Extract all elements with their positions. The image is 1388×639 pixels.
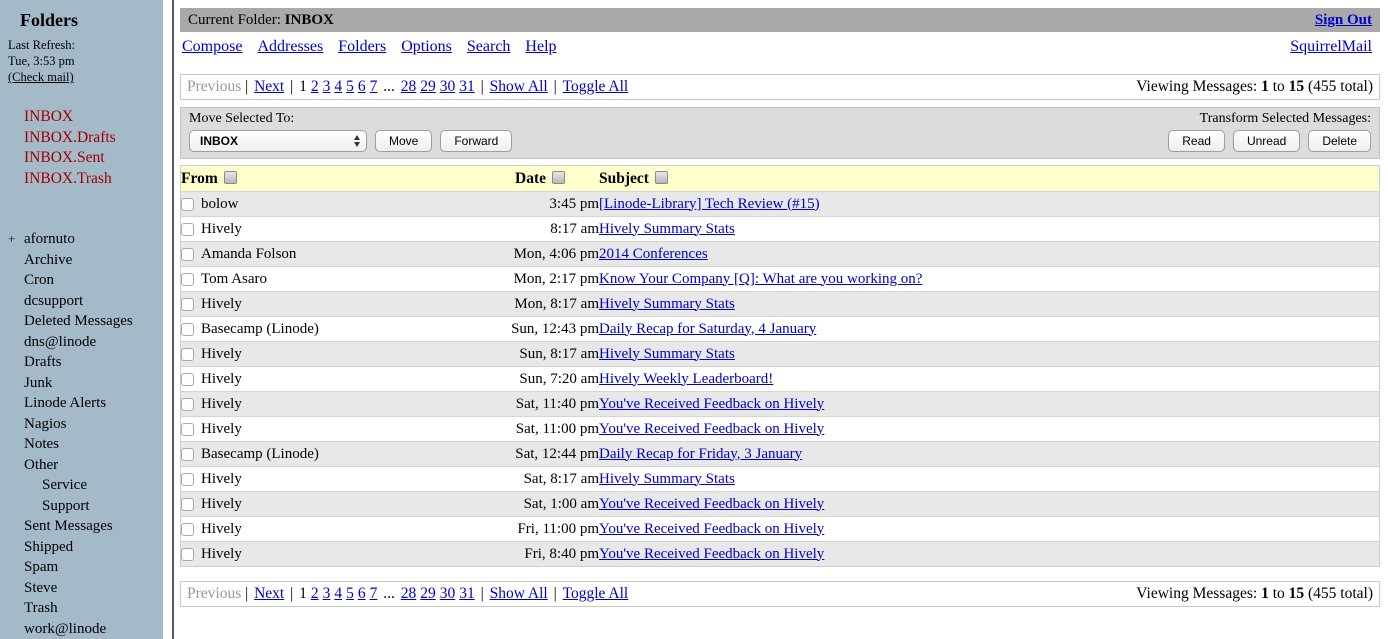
folder-link-inbox.trash[interactable]: INBOX.Trash: [24, 169, 112, 187]
message-row: [181, 242, 1380, 267]
current-page: 1: [299, 78, 307, 95]
from-column-header: From: [181, 166, 482, 192]
sidebar-gap: [163, 0, 172, 639]
message-subject-link[interactable]: Hively Summary Stats: [599, 220, 735, 237]
from-cell: [181, 492, 482, 517]
message-checkbox[interactable]: [181, 223, 194, 236]
message-row: [181, 492, 1380, 517]
transform-selected-label: Transform Selected Messages:: [1199, 111, 1371, 126]
message-date: Sun, 8:17 am: [481, 342, 599, 367]
from-cell: [181, 467, 482, 492]
subject-cell: [599, 317, 1380, 342]
message-checkbox[interactable]: [181, 548, 194, 561]
from-cell: [181, 417, 482, 442]
message-date: Mon, 4:06 pm: [481, 242, 599, 267]
folder-link[interactable]: Service: [42, 477, 87, 493]
message-row: [181, 192, 1380, 217]
folder-link[interactable]: Archive: [24, 251, 73, 268]
folder-link[interactable]: Nagios: [24, 415, 67, 432]
page-link-30[interactable]: 30: [439, 78, 456, 95]
folder-link[interactable]: Support: [42, 497, 90, 514]
folder-link-inbox.drafts[interactable]: INBOX.Drafts: [24, 128, 116, 146]
sender-name: Tom Asaro: [201, 270, 268, 287]
message-date: 3:45 pm: [481, 192, 599, 217]
folder-item: [8, 537, 163, 558]
folder-link[interactable]: work@linode: [24, 620, 107, 637]
page-link-29[interactable]: 29: [420, 585, 436, 602]
from-cell: [181, 217, 482, 242]
message-date: Sat, 11:00 pm: [481, 417, 599, 442]
message-row: [181, 517, 1380, 542]
folder-link[interactable]: Junk: [24, 374, 53, 391]
message-date: Sat, 8:17 am: [481, 467, 599, 492]
subject-cell: [599, 342, 1380, 367]
show-all-link[interactable]: Show All: [489, 585, 548, 602]
sender-name: Basecamp (Linode): [201, 320, 319, 337]
folder-item: [8, 311, 163, 332]
message-row: [181, 367, 1380, 392]
folder-link[interactable]: Linode Alerts: [24, 395, 107, 411]
sender-name: Hively: [201, 395, 242, 412]
folder-item: [8, 229, 163, 250]
from-cell: [181, 192, 482, 217]
special-folder-item: [8, 128, 163, 149]
sender-name: Hively: [201, 370, 242, 387]
page-link-30[interactable]: 30: [439, 585, 456, 602]
message-subject-link[interactable]: Hively Summary Stats: [599, 470, 735, 487]
pagination-bar-top: [180, 74, 1380, 100]
special-folder-item: [8, 148, 163, 169]
folder-item: [8, 475, 163, 496]
message-checkbox[interactable]: [181, 298, 194, 311]
sender-name: Hively: [201, 220, 242, 237]
message-date: Sat, 11:40 pm: [481, 392, 599, 417]
message-checkbox[interactable]: [181, 398, 194, 411]
from-cell: [181, 342, 482, 367]
message-subject-link[interactable]: Daily Recap for Friday, 3 January: [599, 445, 803, 462]
sender-name: Hively: [201, 295, 242, 312]
current-folder-text: [188, 12, 334, 29]
folder-item: [8, 557, 163, 578]
page-link-31[interactable]: 31: [459, 585, 475, 602]
expand-plus-icon[interactable]: +: [8, 231, 16, 246]
message-date: Fri, 8:40 pm: [481, 542, 599, 567]
sender-name: bolow: [201, 195, 239, 212]
forward-button[interactable]: Forward: [440, 130, 512, 152]
date-sort-toggle[interactable]: [552, 171, 565, 184]
move-selected-label: Move Selected To:: [189, 111, 295, 126]
select-stepper-icon: [354, 135, 360, 147]
toggle-all-link[interactable]: Toggle All: [562, 585, 629, 602]
message-date: 8:17 am: [481, 217, 599, 242]
message-subject-link[interactable]: You've Received Feedback on Hively: [599, 420, 825, 437]
menu-bar: [180, 32, 1380, 60]
folder-link-inbox.sent[interactable]: INBOX.Sent: [24, 149, 105, 166]
message-subject-link[interactable]: Know Your Company [Q]: What are you working on?: [599, 270, 923, 287]
subject-cell: [599, 442, 1380, 467]
message-date: Mon, 8:17 am: [481, 292, 599, 317]
page-link-7[interactable]: 7: [369, 585, 378, 602]
folder-item: [8, 598, 163, 619]
subject-cell: [599, 467, 1380, 492]
sender-name: Hively: [201, 470, 242, 487]
message-row: [181, 417, 1380, 442]
message-row: [181, 317, 1380, 342]
move-button[interactable]: Move: [375, 130, 432, 152]
message-date: Sat, 1:00 am: [481, 492, 599, 517]
current-folder-name: INBOX: [284, 11, 334, 28]
folder-link[interactable]: Cron: [24, 272, 54, 288]
message-subject-link[interactable]: Daily Recap for Saturday, 4 January: [599, 320, 817, 337]
folder-link[interactable]: Sent Messages: [24, 518, 113, 534]
subject-cell: [599, 242, 1380, 267]
message-checkbox[interactable]: [181, 373, 194, 386]
from-cell: [181, 292, 482, 317]
menu-link-help[interactable]: Help: [525, 38, 557, 55]
last-refresh-label: Last Refresh:: [8, 38, 75, 52]
message-date: Sat, 12:44 pm: [481, 442, 599, 467]
menu-links: [182, 38, 572, 56]
message-subject-link[interactable]: 2014 Conferences: [599, 245, 708, 262]
message-subject-link[interactable]: Hively Weekly Leaderboard!: [599, 370, 774, 387]
message-row: [181, 442, 1380, 467]
folder-item: [8, 332, 163, 353]
sender-name: Hively: [201, 545, 242, 562]
message-date: Mon, 2:17 pm: [481, 267, 599, 292]
unread-button[interactable]: Unread: [1233, 130, 1300, 152]
folder-item: [8, 496, 163, 517]
squirrelmail-brand-link[interactable]: SquirrelMail: [1290, 38, 1372, 55]
message-date: Sun, 12:43 pm: [481, 317, 599, 342]
special-folder-list: [8, 107, 163, 189]
message-checkbox[interactable]: [181, 198, 194, 211]
folder-item: [8, 291, 163, 312]
menu-link-compose[interactable]: Compose: [182, 38, 243, 55]
from-cell: [181, 317, 482, 342]
folder-item: [8, 393, 163, 414]
folder-item: [8, 373, 163, 394]
message-subject-link[interactable]: Hively Summary Stats: [599, 345, 735, 362]
message-subject-link[interactable]: You've Received Feedback on Hively: [599, 495, 825, 512]
page-link-29[interactable]: 29: [420, 78, 436, 95]
page-links: Previous | Next | 1 2 3 4 5 6 7 ... 28 29 30 31 | Show All | Toggle All: [187, 585, 629, 602]
message-checkbox[interactable]: [181, 498, 194, 511]
message-subject-link[interactable]: Hively Summary Stats: [599, 295, 735, 312]
special-folder-item: [8, 107, 163, 128]
subject-cell: [599, 192, 1380, 217]
current-page: 1: [299, 585, 307, 602]
from-cell: [181, 442, 482, 467]
message-row: [181, 267, 1380, 292]
folder-link[interactable]: Deleted Messages: [24, 313, 133, 329]
sender-name: Basecamp (Linode): [201, 445, 319, 462]
folder-link[interactable]: afornuto: [24, 231, 75, 247]
subject-cell: [599, 542, 1380, 567]
menu-link-search[interactable]: Search: [466, 38, 511, 55]
folder-link[interactable]: dcsupport: [24, 292, 84, 309]
page-link-7[interactable]: 7: [369, 78, 378, 95]
sign-out-link[interactable]: Sign Out: [1314, 11, 1372, 28]
move-to-select[interactable]: [189, 130, 367, 152]
subject-cell: [599, 492, 1380, 517]
message-table: [180, 165, 1380, 567]
folder-link-inbox[interactable]: INBOX: [24, 108, 74, 125]
subject-cell: [599, 267, 1380, 292]
message-checkbox[interactable]: [181, 473, 194, 486]
sender-name: Hively: [201, 495, 242, 512]
from-cell: [181, 542, 482, 567]
folder-link[interactable]: Steve: [24, 579, 58, 596]
message-table-header: [181, 166, 1380, 192]
check-mail-link[interactable]: (Check mail): [8, 70, 74, 84]
current-folder-bar: [180, 8, 1380, 32]
pagination-previous: Previous: [187, 78, 242, 95]
folder-item: [8, 516, 163, 537]
folder-link[interactable]: Other: [24, 456, 59, 473]
main-content: [174, 0, 1388, 639]
folder-link[interactable]: Drafts: [24, 354, 62, 370]
folder-item: [8, 434, 163, 455]
message-date: Sun, 7:20 am: [481, 367, 599, 392]
from-cell: [181, 267, 482, 292]
message-checkbox[interactable]: [181, 248, 194, 261]
page-link-28[interactable]: 28: [400, 78, 417, 95]
pagination-bar-bottom: [180, 581, 1380, 607]
date-column-header: Date: [481, 166, 599, 192]
message-row: [181, 392, 1380, 417]
message-row: [181, 342, 1380, 367]
pagination-next[interactable]: Next: [254, 78, 285, 95]
sender-name: Amanda Folson: [201, 245, 297, 262]
folder-item: [8, 455, 163, 476]
page-link-4[interactable]: 4: [334, 585, 343, 602]
folder-item: [8, 270, 163, 291]
subject-cell: [599, 367, 1380, 392]
message-row: [181, 217, 1380, 242]
from-cell: [181, 242, 482, 267]
folder-item: [8, 414, 163, 435]
message-row: [181, 542, 1380, 567]
subject-column-header: Subject: [599, 166, 1380, 192]
page-link-3[interactable]: 3: [322, 78, 331, 95]
last-refresh-time: Tue, 3:53 pm: [8, 54, 75, 68]
folder-link[interactable]: Spam: [24, 559, 59, 575]
subject-cell: [599, 292, 1380, 317]
move-to-select-value: INBOX: [200, 134, 239, 148]
sender-name: Hively: [201, 520, 242, 537]
message-subject-link[interactable]: [Linode-Library] Tech Review (#15): [599, 195, 820, 212]
subject-sort-toggle[interactable]: [655, 171, 668, 184]
folder-link[interactable]: Notes: [24, 436, 59, 452]
subject-cell: [599, 517, 1380, 542]
page-link-5[interactable]: 5: [346, 78, 354, 95]
message-checkbox[interactable]: [181, 448, 194, 461]
read-button[interactable]: Read: [1168, 130, 1225, 152]
page-link-31[interactable]: 31: [459, 78, 475, 95]
sender-name: Hively: [201, 345, 242, 362]
toggle-all-link[interactable]: Toggle All: [562, 78, 629, 95]
message-date: Fri, 11:00 pm: [481, 517, 599, 542]
pagination-previous: Previous: [187, 585, 242, 602]
show-all-link[interactable]: Show All: [489, 78, 548, 95]
folder-item: [8, 250, 163, 271]
message-checkbox[interactable]: [181, 348, 194, 361]
message-subject-link[interactable]: You've Received Feedback on Hively: [599, 520, 825, 537]
from-sort-toggle[interactable]: [224, 171, 237, 184]
folders-sidebar: [0, 0, 163, 639]
menu-link-options[interactable]: Options: [401, 38, 452, 55]
message-subject-link[interactable]: You've Received Feedback on Hively: [599, 395, 825, 412]
page-link-2[interactable]: 2: [310, 585, 319, 602]
page-link-6[interactable]: 6: [357, 585, 366, 602]
pagination-next[interactable]: Next: [254, 585, 285, 602]
viewing-messages-status: Viewing Messages: 1 to 15 (455 total): [1136, 78, 1373, 95]
folder-link[interactable]: Trash: [24, 600, 58, 616]
folders-title: Folders: [20, 10, 78, 30]
message-checkbox[interactable]: [181, 323, 194, 336]
sender-name: Hively: [201, 420, 242, 437]
page-link-3[interactable]: 3: [322, 585, 331, 602]
page-link-4[interactable]: 4: [334, 78, 343, 95]
special-folder-item: [8, 169, 163, 190]
folder-item: [8, 352, 163, 373]
menu-link-addresses[interactable]: Addresses: [257, 38, 324, 55]
from-cell: [181, 367, 482, 392]
folder-item: [8, 619, 163, 639]
from-cell: [181, 517, 482, 542]
message-row: [181, 292, 1380, 317]
page-links: Previous | Next | 1 2 3 4 5 6 7 ... 28 29 30 31 | Show All | Toggle All: [187, 78, 629, 95]
subject-cell: [599, 217, 1380, 242]
page-link-28[interactable]: 28: [400, 585, 417, 602]
page-link-2[interactable]: 2: [310, 78, 319, 95]
message-checkbox[interactable]: [181, 423, 194, 436]
page-link-6[interactable]: 6: [357, 78, 366, 95]
page-link-5[interactable]: 5: [346, 585, 354, 602]
message-checkbox[interactable]: [181, 523, 194, 536]
menu-link-folders[interactable]: Folders: [338, 38, 387, 55]
message-checkbox[interactable]: [181, 273, 194, 286]
subject-cell: [599, 392, 1380, 417]
subject-cell: [599, 417, 1380, 442]
message-subject-link[interactable]: You've Received Feedback on Hively: [599, 545, 825, 562]
from-cell: [181, 392, 482, 417]
folder-item: [8, 578, 163, 599]
delete-button[interactable]: Delete: [1308, 130, 1371, 152]
folder-list: [8, 229, 163, 639]
viewing-messages-status: Viewing Messages: 1 to 15 (455 total): [1136, 585, 1373, 602]
folder-link[interactable]: Shipped: [24, 538, 74, 555]
current-folder-label: Current Folder:: [188, 11, 281, 28]
message-toolbar: [180, 107, 1380, 159]
message-row: [181, 467, 1380, 492]
folder-link[interactable]: dns@linode: [24, 333, 97, 350]
